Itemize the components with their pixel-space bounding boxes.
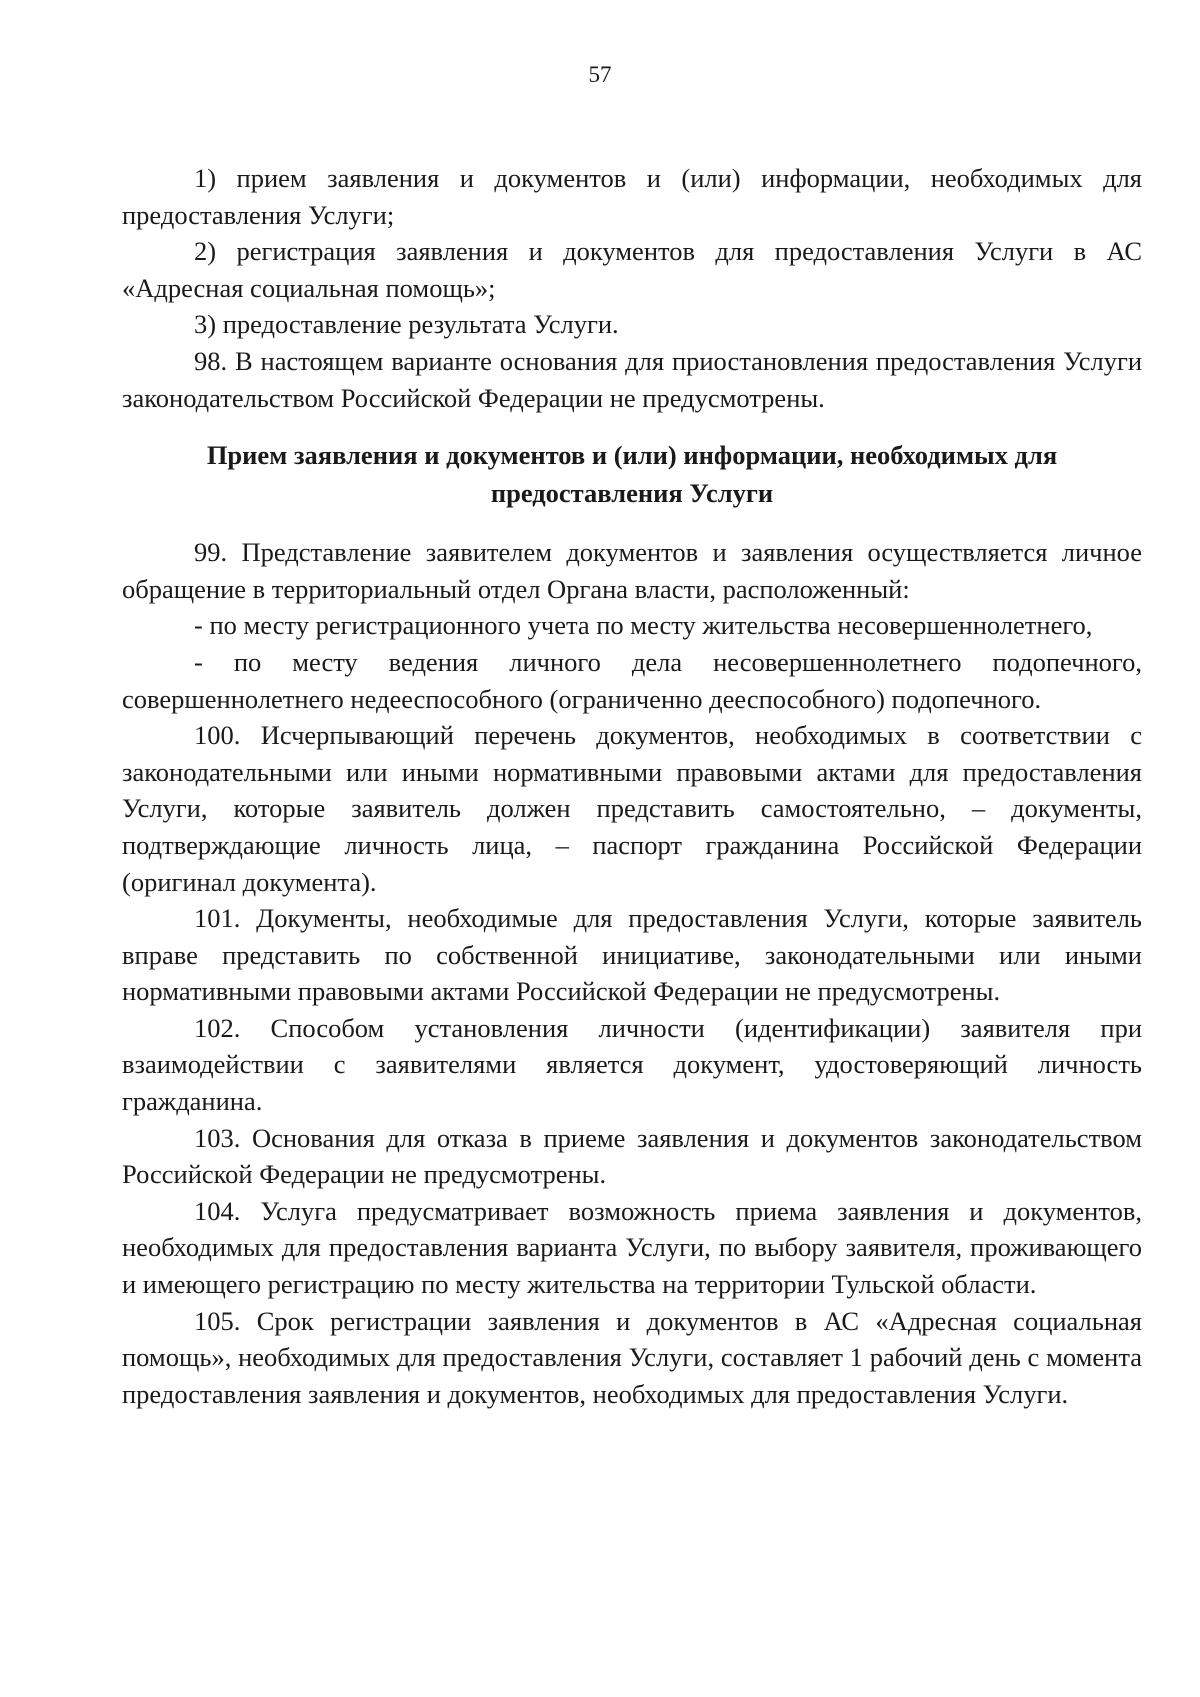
- paragraph-104: 104. Услуга предусматривает возможность приема заявления и документов, необходимых для предоставления варианта Услуги, по выбору заявителя, проживающего и имеющего регистрацию по месту жительства на территории Тульской области.: [122, 1195, 1142, 1300]
- page-number: 57: [588, 62, 612, 87]
- list-item-result: 3) предоставление результата Услуги.: [194, 309, 619, 340]
- list-item-registration-place: - по месту регистрационного учета по месту жительства несовершеннолетнего,: [194, 610, 1093, 641]
- document-body: [122, 160, 1142, 1412]
- paragraph-99: 99. Представление заявителем документов и заявления осуществляется личное обращение в территориальный отдел Органа власти, расположенный:: [122, 537, 1142, 604]
- list-item-personal-file-place: - по месту ведения личного дела несовершеннолетнего подопечного, совершеннолетнего недееспособного (ограниченно дееспособного) подопечного.: [122, 646, 1142, 714]
- paragraph-101: 101. Документы, необходимые для предоставления Услуги, которые заявитель вправе представить по собственной инициативе, законодательными или иными нормативными правовыми актами Российской Федерации не предусмотрены.: [122, 903, 1142, 1007]
- paragraph-98: 98. В настоящем варианте основания для приостановления предоставления Услуги законодательством Российской Федерации не предусмотрены.: [122, 345, 1142, 413]
- list-item-register: 2) регистрация заявления и документов для предоставления Услуги в АС «Адресная социальная помощь»;: [122, 236, 1142, 303]
- paragraph-103: 103. Основания для отказа в приеме заявления и документов законодательством Российской Федерации не предусмотрены.: [122, 1122, 1142, 1190]
- paragraph-102: 102. Способом установления личности (идентификации) заявителя при взаимодействии с заявителями является документ, удостоверяющий личность гражданина.: [122, 1012, 1142, 1117]
- section-heading: Прием заявления и документов и (или) информации, необходимых для предоставления Услуги: [206, 440, 1058, 509]
- paragraph-100: 100. Исчерпывающий перечень документов, необходимых в соответствии с законодательными или иными нормативными правовыми актами для предоставления Услуги, которые заявитель должен представить самостоятельно, – документы, подтверждающие личность лица, – паспорт гражданина Российской Федерации (оригинал документа).: [122, 720, 1142, 897]
- paragraph-105: 105. Срок регистрации заявления и документов в АС «Адресная социальная помощь», необходимых для предоставления Услуги, составляет 1 рабочий день с момента предоставления заявления и документов, необходимых для предоставления Услуги.: [122, 1305, 1142, 1409]
- list-item-receive: 1) прием заявления и документов и (или) информации, необходимых для предоставления Услуги;: [122, 163, 1142, 230]
